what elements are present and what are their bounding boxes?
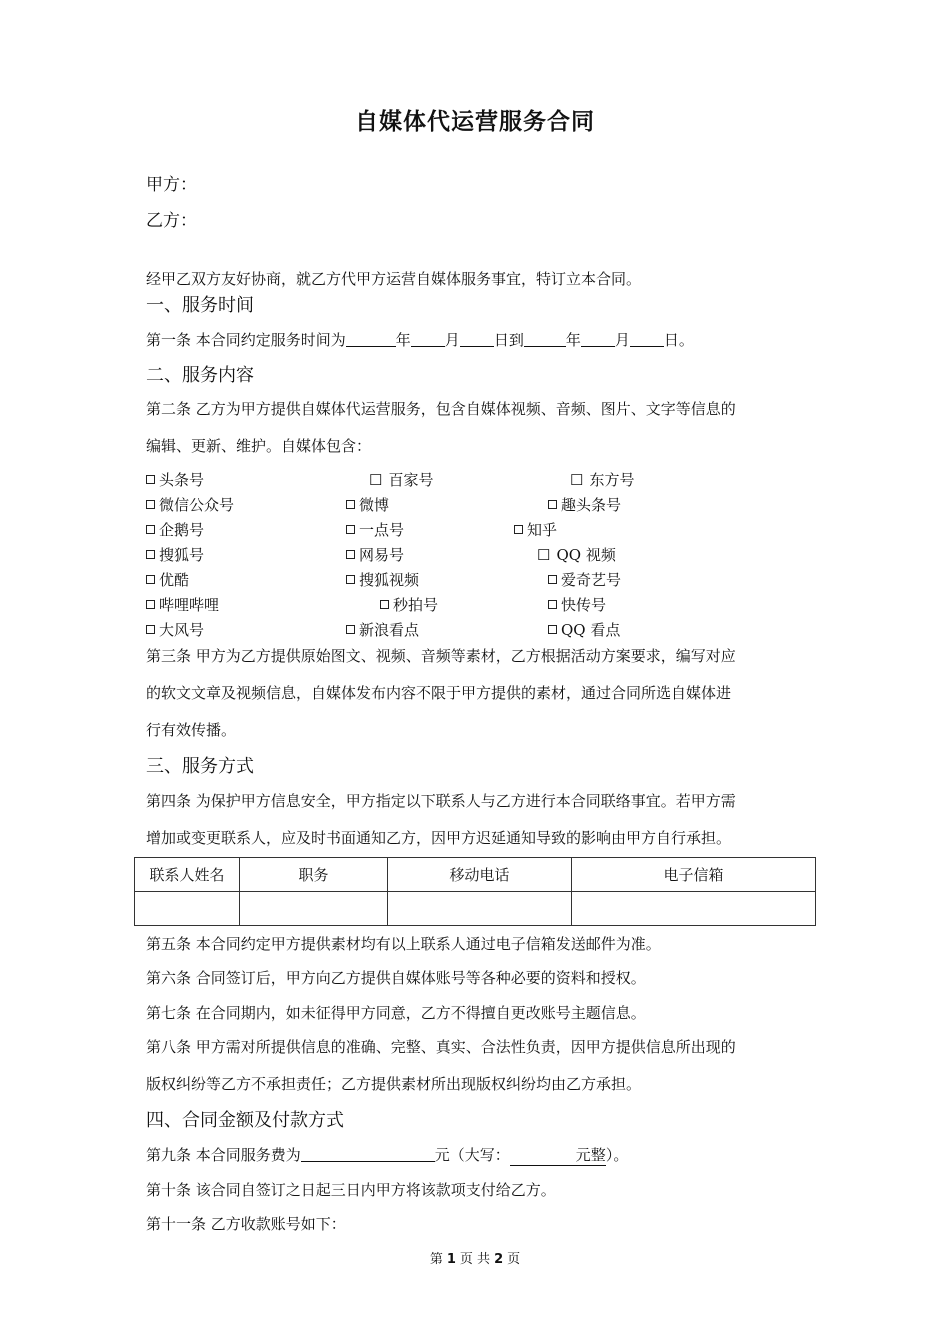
- article-2-line-2: 编辑、更新、维护。自媒体包含：: [146, 437, 372, 455]
- platform-option[interactable]: [548, 594, 606, 615]
- platform-label: 知乎: [527, 521, 558, 539]
- checkbox-icon[interactable]: [146, 500, 155, 509]
- header-cell: 移动电话: [388, 858, 572, 892]
- platform-label: 百家号: [388, 471, 434, 489]
- article-9-prefix: 第九条 本合同服务费为: [146, 1146, 301, 1164]
- amount-blank: [301, 1147, 435, 1162]
- article-9: [146, 1144, 628, 1166]
- page-footer: [0, 1248, 950, 1267]
- platform-label: 爱奇艺号: [561, 571, 622, 589]
- platform-label: QQ 看点: [561, 621, 621, 639]
- article-10: 第十条 该合同自签订之日起三日内甲方将该款项支付给乙方。: [146, 1181, 556, 1199]
- checkbox-icon[interactable]: [346, 625, 355, 634]
- article-11: 第十一条 乙方收款账号如下：: [146, 1215, 346, 1233]
- blank-field: [524, 332, 566, 347]
- checkbox-icon[interactable]: [346, 550, 355, 559]
- platform-option[interactable]: [548, 569, 621, 590]
- table-row: [135, 892, 816, 926]
- checkbox-icon[interactable]: [514, 525, 523, 534]
- article-3-line-2: 的软文文章及视频信息，自媒体发布内容不限于甲方提供的素材，通过合同所选自媒体进: [146, 684, 732, 702]
- platform-option[interactable]: [514, 519, 557, 540]
- checkbox-icon[interactable]: ☐: [537, 546, 551, 564]
- checkbox-icon[interactable]: [146, 600, 155, 609]
- header-cell: 联系人姓名: [135, 858, 240, 892]
- platform-label: 头条号: [159, 471, 205, 489]
- checkbox-icon[interactable]: [146, 475, 155, 484]
- platform-option[interactable]: [346, 619, 419, 640]
- checkbox-icon[interactable]: [548, 500, 557, 509]
- checkbox-icon[interactable]: [146, 550, 155, 559]
- platform-label: 大风号: [159, 621, 205, 639]
- contact-phone-cell[interactable]: [388, 892, 572, 926]
- article-8-line-2: 版权纠纷等乙方不承担责任；乙方提供素材所出现版权纠纷均由乙方承担。: [146, 1075, 642, 1093]
- platform-option[interactable]: [346, 569, 419, 590]
- blank-field: [411, 332, 445, 347]
- article-8-line-1: 第八条 甲方需对所提供信息的准确、完整、真实、合法性负责，因甲方提供信息所出现的: [146, 1038, 736, 1056]
- amount-unit: 元整: [575, 1146, 606, 1164]
- contact-table: [134, 857, 816, 926]
- day-label: 日。: [663, 331, 694, 349]
- article-7: 第七条 在合同期内，如未征得甲方同意，乙方不得擅自更改账号主题信息。: [146, 1004, 646, 1022]
- article-5: 第五条 本合同约定甲方提供素材均有以上联系人通过电子信箱发送邮件为准。: [146, 935, 661, 953]
- section-2-heading: 二、服务内容: [146, 365, 254, 386]
- amount-in-words-field: [510, 1144, 606, 1166]
- platform-option[interactable]: [346, 544, 404, 565]
- year-label: 年: [395, 331, 411, 349]
- platform-option[interactable]: [548, 494, 621, 515]
- platform-option[interactable]: [146, 469, 204, 490]
- checkbox-icon[interactable]: [346, 575, 355, 584]
- platform-label: 搜狐号: [159, 546, 205, 564]
- checkbox-icon[interactable]: [548, 600, 557, 609]
- checkbox-icon[interactable]: [548, 575, 557, 584]
- article-9-suffix: ）。: [605, 1146, 629, 1164]
- platform-label: 微博: [359, 496, 390, 514]
- day-label: 日到: [493, 331, 524, 349]
- blank-field: [581, 332, 615, 347]
- platform-option[interactable]: [346, 494, 389, 515]
- platform-label: 优酷: [159, 571, 190, 589]
- footer-text: 页 共: [459, 1252, 491, 1267]
- party-a-label: 甲方：: [146, 175, 197, 195]
- blank-field: [630, 332, 664, 347]
- page-number: 1: [446, 1252, 456, 1267]
- intro-text: 经甲乙双方友好协商，就乙方代甲方运营自媒体服务事宜，特订立本合同。: [146, 270, 642, 288]
- footer-text: 第: [429, 1252, 443, 1267]
- platform-label: 秒拍号: [393, 596, 439, 614]
- header-cell: 电子信箱: [572, 858, 816, 892]
- platform-label: 微信公众号: [159, 496, 235, 514]
- platform-option[interactable]: [537, 544, 616, 565]
- article-3-line-3: 行有效传播。: [146, 721, 237, 739]
- article-2-line-1: 第二条 乙方为甲方提供自媒体代运营服务，包含自媒体视频、音频、图片、文字等信息的: [146, 400, 736, 418]
- header-cell: 职务: [240, 858, 388, 892]
- blank-field: [460, 332, 494, 347]
- year-label: 年: [565, 331, 581, 349]
- platform-label: 企鹅号: [159, 521, 205, 539]
- platform-label: 新浪看点: [359, 621, 420, 639]
- article-1-prefix: 第一条 本合同约定服务时间为: [146, 331, 346, 349]
- article-4-line-2: 增加或变更联系人，应及时书面通知乙方，因甲方迟延通知导致的影响由甲方自行承担。: [146, 829, 732, 847]
- platform-option[interactable]: [570, 469, 634, 490]
- contact-name-cell[interactable]: [135, 892, 240, 926]
- article-6: 第六条 合同签订后，甲方向乙方提供自媒体账号等各种必要的资料和授权。: [146, 969, 646, 987]
- blank-field: [346, 332, 396, 347]
- platform-label: 一点号: [359, 521, 405, 539]
- platform-option[interactable]: [146, 594, 219, 615]
- month-label: 月: [444, 331, 460, 349]
- party-b-label: 乙方：: [146, 211, 197, 231]
- contact-title-cell[interactable]: [240, 892, 388, 926]
- month-label: 月: [614, 331, 630, 349]
- article-1: [146, 329, 694, 350]
- platform-option[interactable]: [146, 494, 234, 515]
- platform-label: 趣头条号: [561, 496, 622, 514]
- page-title: 自媒体代运营服务合同: [355, 109, 595, 135]
- platform-option[interactable]: [380, 594, 438, 615]
- platform-label: 哔哩哔哩: [159, 596, 220, 614]
- checkbox-icon[interactable]: [346, 525, 355, 534]
- checkbox-icon[interactable]: [346, 500, 355, 509]
- platform-option[interactable]: [369, 469, 433, 490]
- platform-option[interactable]: [146, 569, 189, 590]
- article-9-mid: 元（大写：: [434, 1146, 510, 1164]
- checkbox-icon[interactable]: [380, 600, 389, 609]
- total-pages: 2: [494, 1252, 504, 1267]
- platform-option[interactable]: [146, 519, 204, 540]
- platform-option[interactable]: [346, 519, 404, 540]
- section-1-heading: 一、服务时间: [146, 295, 254, 316]
- platform-label: 东方号: [589, 471, 635, 489]
- platform-option[interactable]: [146, 544, 204, 565]
- section-4-heading: 四、合同金额及付款方式: [146, 1110, 344, 1131]
- article-4-line-1: 第四条 为保护甲方信息安全，甲方指定以下联系人与乙方进行本合同联络事宜。若甲方需: [146, 792, 736, 810]
- platform-label: 搜狐视频: [359, 571, 420, 589]
- checkbox-icon[interactable]: ☐: [570, 471, 584, 489]
- section-3-heading: 三、服务方式: [146, 756, 254, 777]
- platform-option[interactable]: [548, 619, 620, 640]
- checkbox-icon[interactable]: [146, 625, 155, 634]
- platform-option[interactable]: [146, 619, 204, 640]
- checkbox-icon[interactable]: [146, 525, 155, 534]
- footer-text: 页: [507, 1252, 521, 1267]
- checkbox-icon[interactable]: [146, 575, 155, 584]
- checkbox-icon[interactable]: ☐: [369, 471, 383, 489]
- article-3-line-1: 第三条 甲方为乙方提供原始图文、视频、音频等素材，乙方根据活动方案要求，编写对应: [146, 647, 736, 665]
- platform-label: 快传号: [561, 596, 607, 614]
- contact-email-cell[interactable]: [572, 892, 816, 926]
- platform-label: QQ 视频: [556, 546, 616, 564]
- table-header-row: [135, 858, 816, 892]
- platform-label: 网易号: [359, 546, 405, 564]
- checkbox-icon[interactable]: [548, 625, 557, 634]
